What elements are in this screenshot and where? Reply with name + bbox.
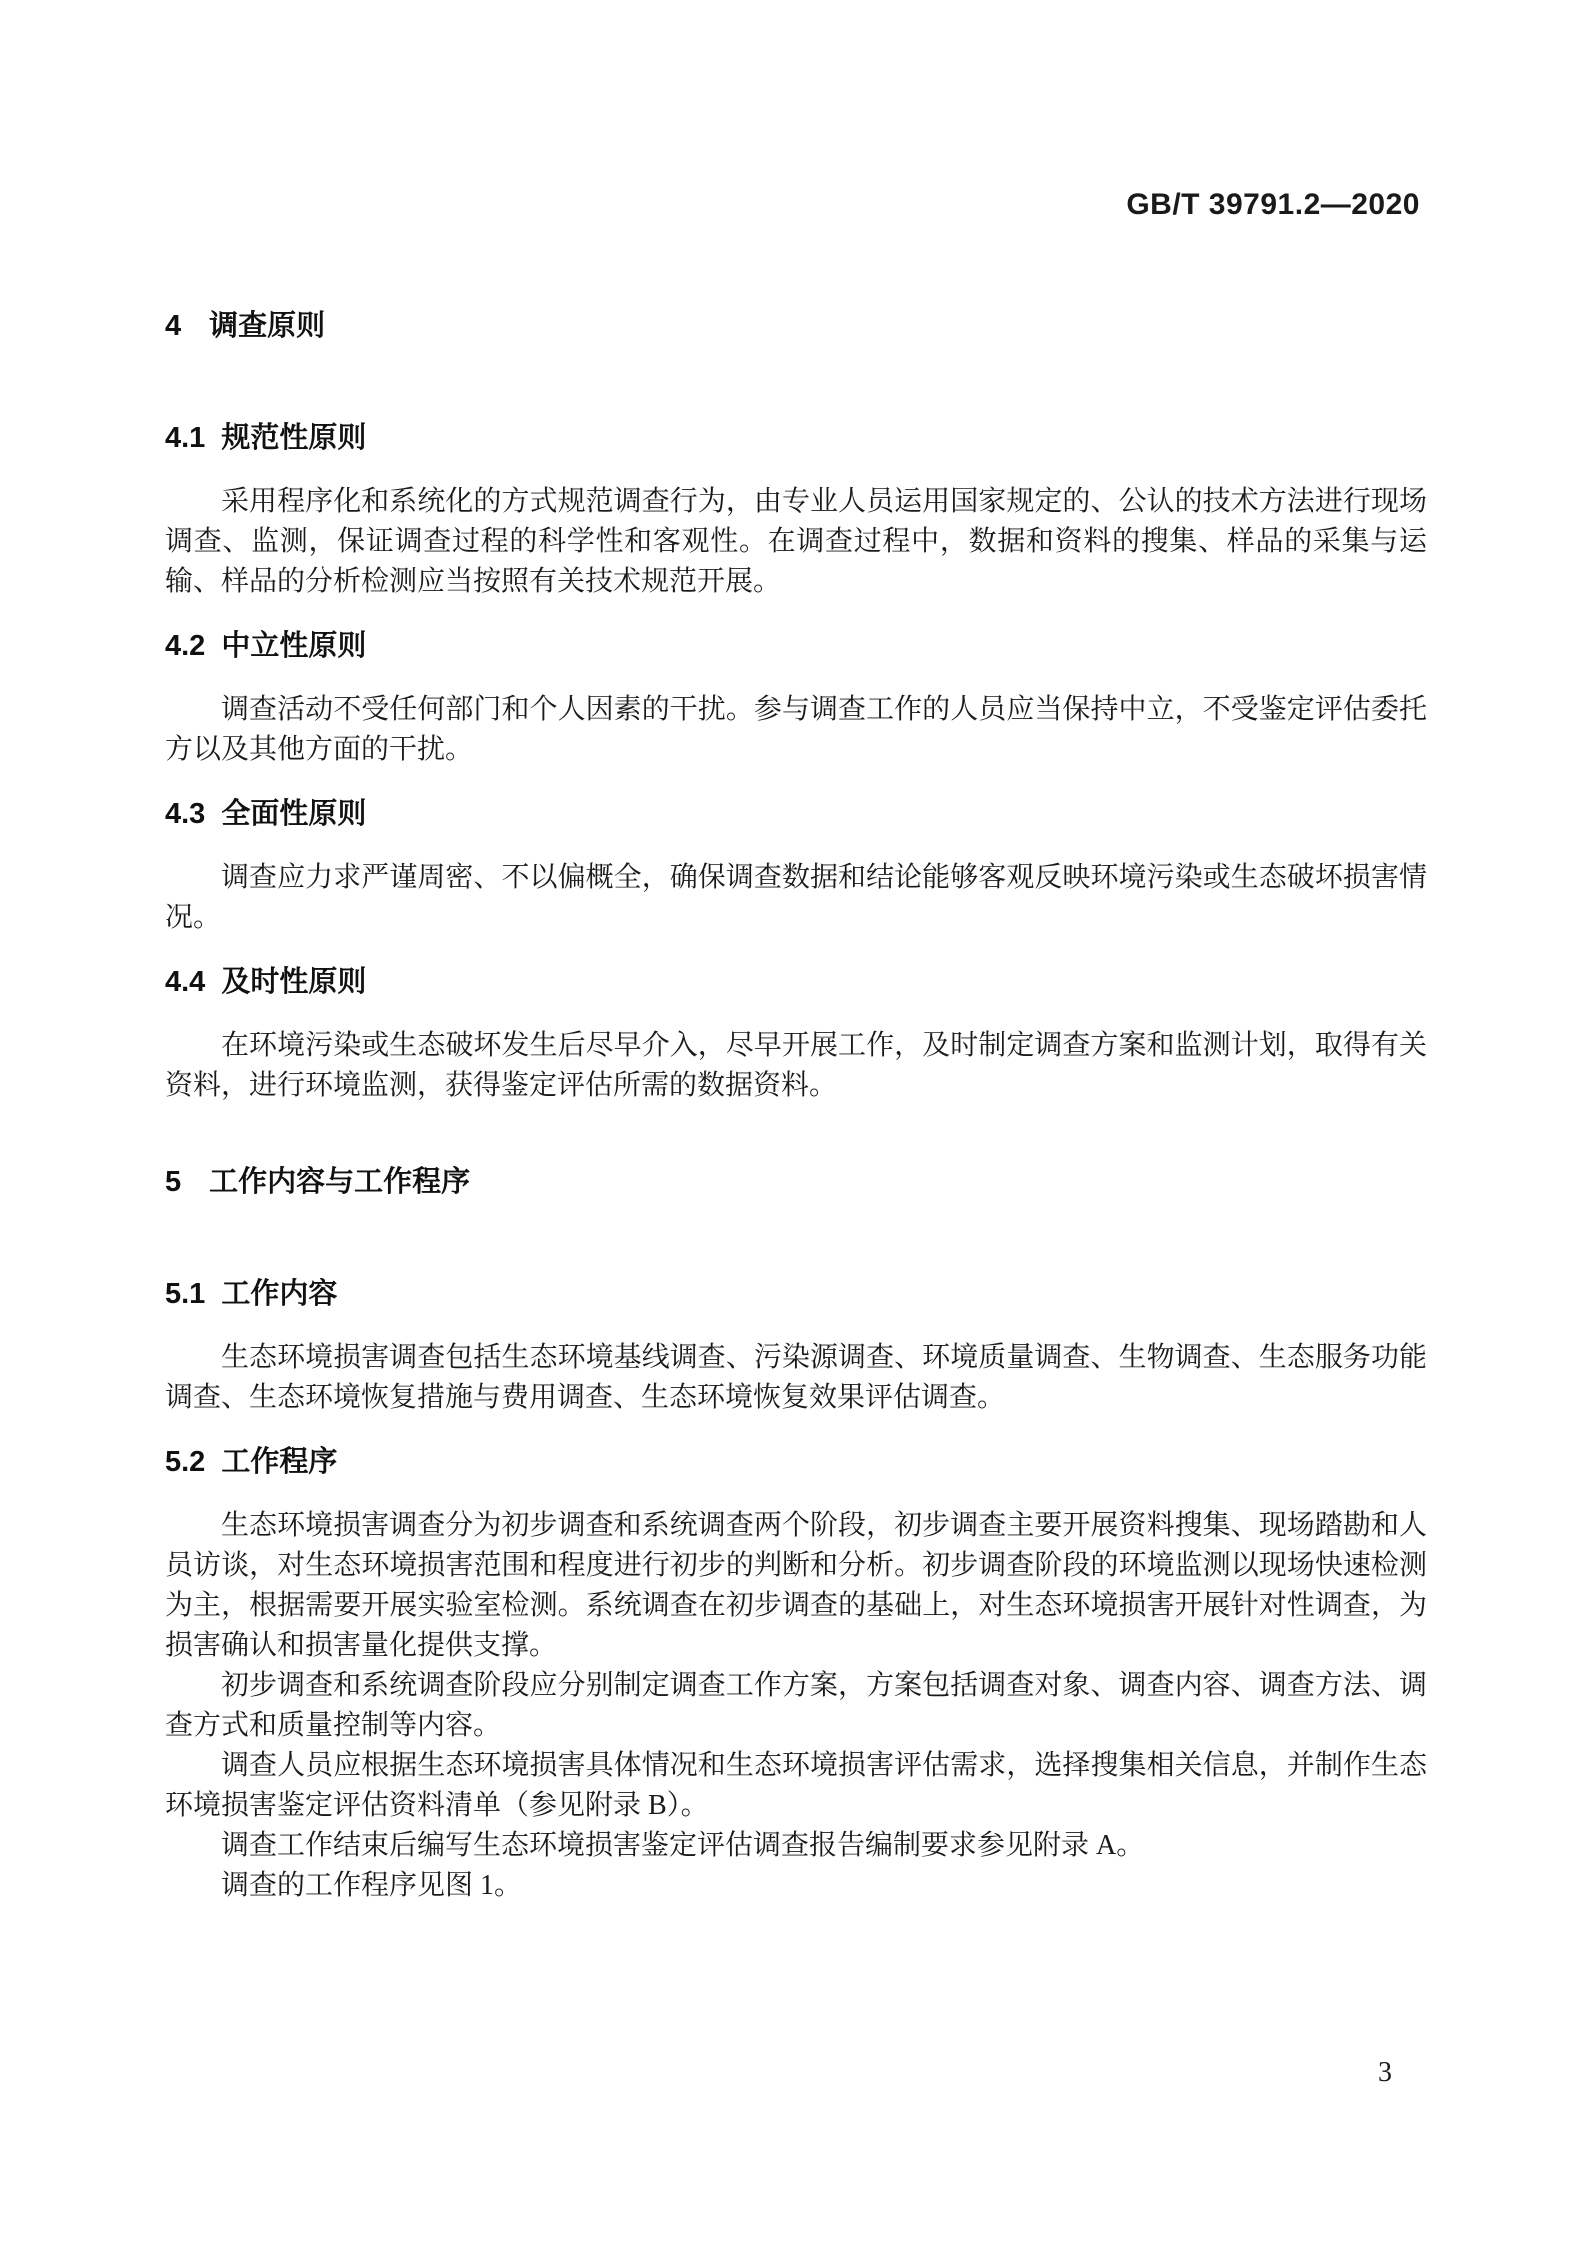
clause-number: 4.2 [165, 630, 206, 662]
clause-number: 4.4 [165, 966, 206, 998]
standard-code-header: GB/T 39791.2—2020 [1126, 188, 1420, 221]
clause-title: 工作程序 [221, 1446, 338, 1478]
paragraph: 调查应力求严谨周密、不以偏概全，确保调查数据和结论能够客观反映环境污染或生态破坏损害情况。 [165, 862, 1427, 933]
paragraph: 调查活动不受任何部门和个人因素的干扰。参与调查工作的人员应当保持中立，不受鉴定评估委托方以及其他方面的干扰。 [165, 694, 1427, 765]
clause-heading-4-4 [165, 962, 1427, 1002]
clause-title: 全面性原则 [221, 798, 367, 830]
clause-number: 4.3 [165, 798, 206, 830]
chapter-number: 5 [165, 1166, 182, 1198]
clause-title: 工作内容 [221, 1278, 338, 1310]
chapter-title: 工作内容与工作程序 [209, 1166, 471, 1198]
paragraph: 调查人员应根据生态环境损害具体情况和生态环境损害评估需求，选择搜集相关信息，并制作生态环境损害鉴定评估资料清单（参见附录 B）。 [165, 1750, 1427, 1821]
paragraph: 在环境污染或生态破坏发生后尽早介入，尽早开展工作，及时制定调查方案和监测计划，取得有关资料，进行环境监测，获得鉴定评估所需的数据资料。 [165, 1030, 1427, 1101]
chapter-heading-4 [165, 306, 1427, 346]
clause-heading-5-1 [165, 1274, 1427, 1314]
chapter-number: 4 [165, 310, 182, 342]
paragraph: 调查工作结束后编写生态环境损害鉴定评估调查报告编制要求参见附录 A。 [221, 1830, 1145, 1861]
clause-number: 4.1 [165, 422, 206, 454]
clause-heading-5-2 [165, 1442, 1427, 1482]
paragraph: 生态环境损害调查分为初步调查和系统调查两个阶段，初步调查主要开展资料搜集、现场踏勘和人员访谈，对生态环境损害范围和程度进行初步的判断和分析。初步调查阶段的环境监测以现场快速检测为主，根据需要开展实验室检测。系统调查在初步调查的基础上，对生态环境损害开展针对性调查，为损害确认和损害量化提供支撑。 [165, 1510, 1427, 1661]
paragraph: 采用程序化和系统化的方式规范调查行为，由专业人员运用国家规定的、公认的技术方法进行现场调查、监测，保证调查过程的科学性和客观性。在调查过程中，数据和资料的搜集、样品的采集与运输、样品的分析检测应当按照有关技术规范开展。 [165, 486, 1427, 597]
clause-number: 5.1 [165, 1278, 206, 1310]
paragraph: 调查的工作程序见图 1。 [221, 1870, 523, 1901]
clause-heading-4-1 [165, 418, 1427, 458]
page-content [165, 0, 1427, 1906]
chapter-heading-5 [165, 1162, 1427, 1202]
clause-title: 规范性原则 [221, 422, 367, 454]
paragraph: 生态环境损害调查包括生态环境基线调查、污染源调查、环境质量调查、生物调查、生态服务功能调查、生态环境恢复措施与费用调查、生态环境恢复效果评估调查。 [165, 1342, 1427, 1413]
clause-number: 5.2 [165, 1446, 206, 1478]
clause-title: 及时性原则 [221, 966, 367, 998]
chapter-title: 调查原则 [209, 310, 326, 342]
clause-heading-4-2 [165, 626, 1427, 666]
clause-title: 中立性原则 [221, 630, 367, 662]
page-number: 3 [1378, 2057, 1392, 2088]
paragraph: 初步调查和系统调查阶段应分别制定调查工作方案，方案包括调查对象、调查内容、调查方法、调查方式和质量控制等内容。 [165, 1670, 1427, 1741]
clause-heading-4-3 [165, 794, 1427, 834]
